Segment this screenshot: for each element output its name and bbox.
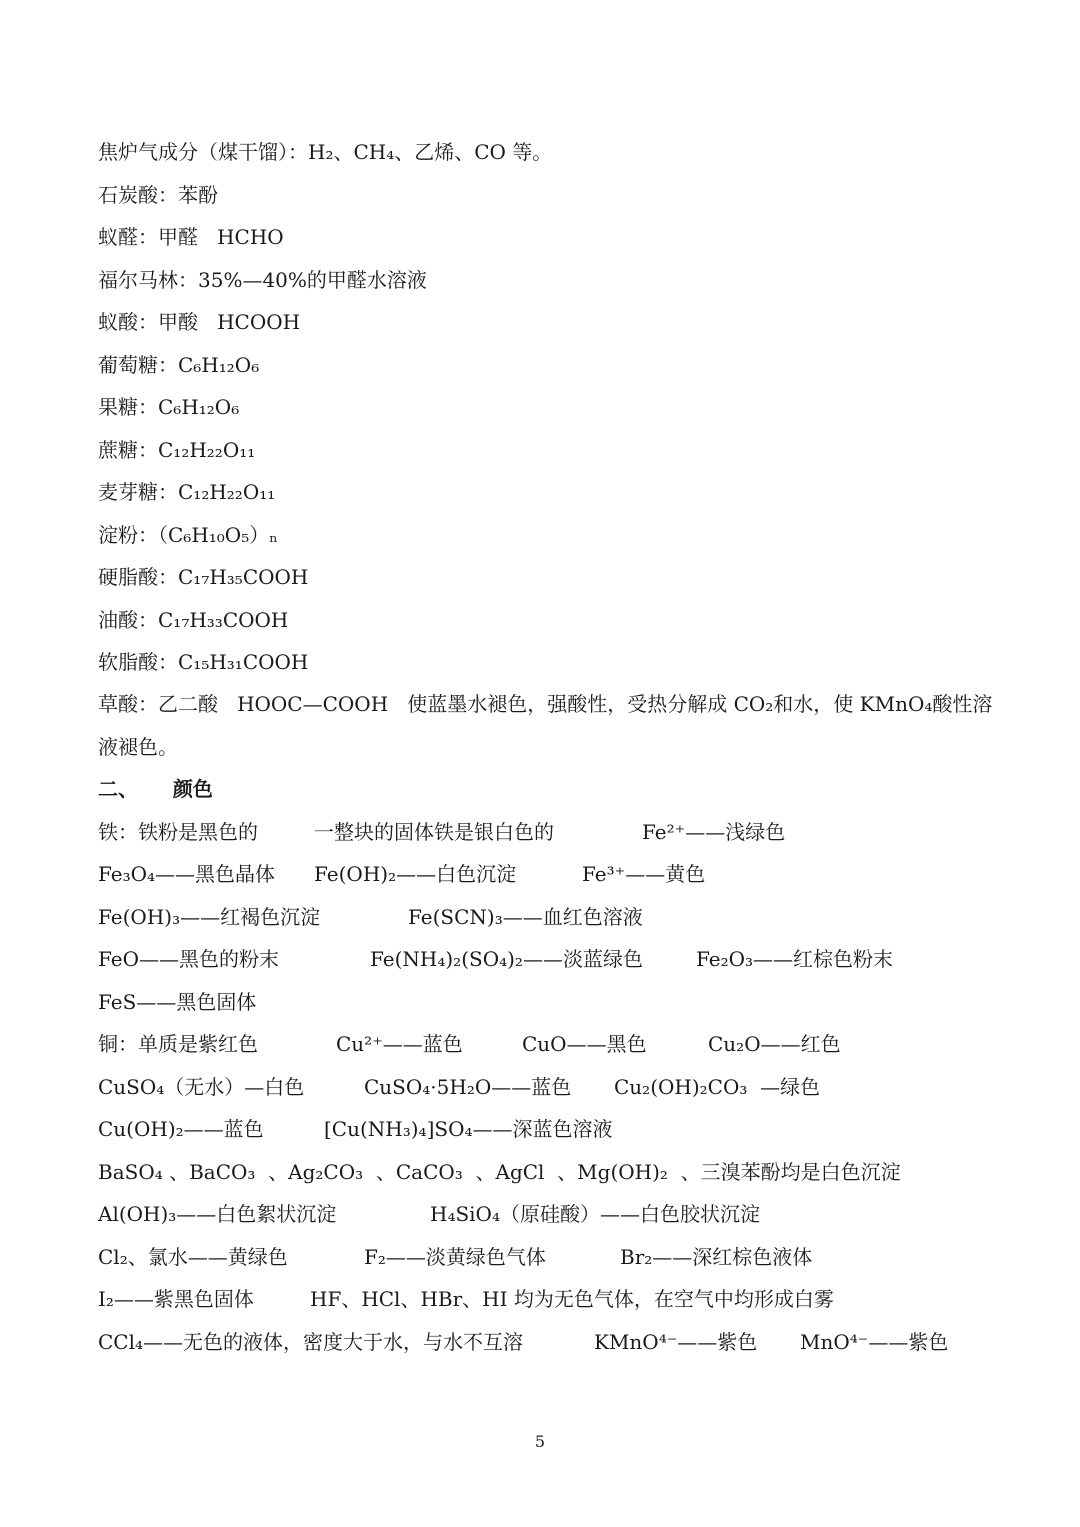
text-segment: 铜：单质是紫红色 bbox=[98, 1032, 258, 1056]
text-segment: 石炭酸：苯酚 bbox=[98, 183, 218, 207]
text-segment: 铁：铁粉是黑色的 bbox=[98, 820, 258, 844]
text-segment: H₄SiO₄（原硅酸）——白色胶状沉淀 bbox=[430, 1202, 760, 1226]
text-segment: CCl₄——无色的液体，密度大于水，与水不互溶 bbox=[98, 1330, 524, 1354]
text-segment: HF、HCl、HBr、HI 均为无色气体，在空气中均形成白雾 bbox=[310, 1287, 834, 1311]
text-segment: 一整块的固体铁是银白色的 bbox=[314, 820, 554, 844]
text-segment: Cu(OH)₂——蓝色 bbox=[98, 1117, 264, 1141]
text-segment: I₂——紫黑色固体 bbox=[98, 1287, 254, 1311]
text-segment: 草酸：乙二酸 HOOC—COOH 使蓝墨水褪色，强酸性，受热分解成 CO₂和水，使 KMnO₄酸性溶 bbox=[98, 692, 993, 716]
text-segment: 液褪色。 bbox=[98, 735, 178, 759]
text-segment: 二、 颜色 bbox=[98, 777, 213, 801]
text-segment: 淀粉：（C₆H₁₀O₅）ₙ bbox=[98, 523, 278, 547]
text-segment: 硬脂酸：C₁₇H₃₅COOH bbox=[98, 565, 309, 589]
text-segment: 麦芽糖：C₁₂H₂₂O₁₁ bbox=[98, 480, 276, 504]
text-segment: 蚁醛：甲醛 HCHO bbox=[98, 225, 284, 249]
text-segment: Fe(OH)₂——白色沉淀 bbox=[314, 862, 517, 886]
text-segment: Al(OH)₃——白色絮状沉淀 bbox=[98, 1202, 337, 1226]
text-segment: 蚁酸：甲酸 HCOOH bbox=[98, 310, 301, 334]
text-segment: 蔗糖：C₁₂H₂₂O₁₁ bbox=[98, 438, 256, 462]
text-segment: Cl₂、氯水——黄绿色 bbox=[98, 1245, 288, 1269]
text-segment: 果糖：C₆H₁₂O₆ bbox=[98, 395, 240, 419]
text-segment: Fe₂O₃——红棕色粉末 bbox=[696, 947, 894, 971]
text-segment: MnO⁴⁻——紫色 bbox=[800, 1330, 949, 1354]
text-segment: Cu₂(OH)₂CO₃ —绿色 bbox=[614, 1075, 821, 1099]
text-segment: 葡萄糖：C₆H₁₂O₆ bbox=[98, 353, 260, 377]
text-segment: Fe(OH)₃——红褐色沉淀 bbox=[98, 905, 321, 929]
text-segment: F₂——淡黄绿色气体 bbox=[364, 1245, 546, 1269]
text-segment: Br₂——深红棕色液体 bbox=[620, 1245, 813, 1269]
text-segment: FeS——黑色固体 bbox=[98, 990, 257, 1014]
page-number: 5 bbox=[534, 1432, 546, 1451]
text-segment: Cu²⁺——蓝色 bbox=[336, 1032, 463, 1056]
text-segment: CuSO₄（无水）—白色 bbox=[98, 1075, 305, 1099]
text-segment: 软脂酸：C₁₅H₃₁COOH bbox=[98, 650, 309, 674]
text-segment: BaSO₄ 、BaCO₃ 、Ag₂CO₃ 、CaCO₃ 、AgCl 、Mg(OH)₂ 、三溴苯酚均是白色沉淀 bbox=[98, 1160, 901, 1184]
text-segment: Fe₃O₄——黑色晶体 bbox=[98, 862, 276, 886]
text-segment: 油酸：C₁₇H₃₃COOH bbox=[98, 608, 289, 632]
text-segment: 焦炉气成分（煤干馏）：H₂、CH₄、乙烯、CO 等。 bbox=[98, 140, 553, 164]
text-segment: 福尔马林：35%—40%的甲醛水溶液 bbox=[98, 268, 427, 292]
text-segment: Fe²⁺——浅绿色 bbox=[642, 820, 786, 844]
text-segment: CuSO₄·5H₂O——蓝色 bbox=[364, 1075, 572, 1099]
text-segment: [Cu(NH₃)₄]SO₄——深蓝色溶液 bbox=[324, 1117, 613, 1141]
text-segment: Fe³⁺——黄色 bbox=[582, 862, 706, 886]
text-segment: Fe(NH₄)₂(SO₄)₂——淡蓝绿色 bbox=[370, 947, 643, 971]
text-segment: FeO——黑色的粉末 bbox=[98, 947, 280, 971]
text-segment: CuO——黑色 bbox=[522, 1032, 647, 1056]
text-segment: KMnO⁴⁻——紫色 bbox=[594, 1330, 758, 1354]
text-segment: Fe(SCN)₃——血红色溶液 bbox=[408, 905, 643, 929]
text-segment: Cu₂O——红色 bbox=[708, 1032, 841, 1056]
